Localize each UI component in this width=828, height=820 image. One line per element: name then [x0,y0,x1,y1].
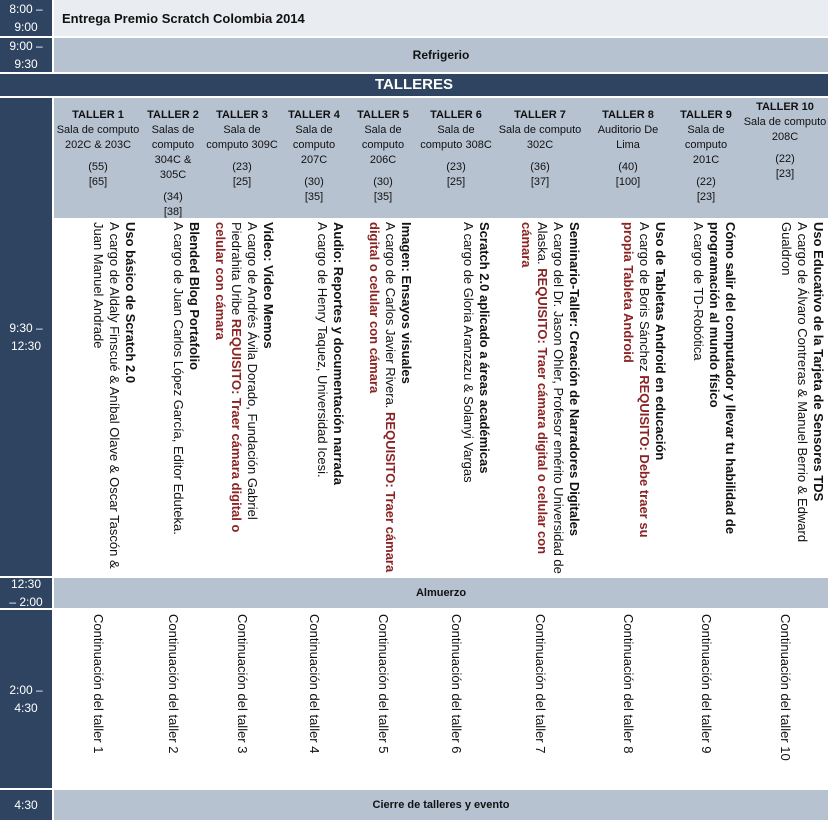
taller-content [206,222,278,574]
taller-presenter: A cargo de Aldaly Finscué & Aníbal Olave & Oscar Tascón & Juan Manuel Andrade [91,222,122,569]
taller-title: Audio: Reportes y documentación narrada [331,222,346,485]
taller-count-a: (23) [446,161,466,173]
taller-header [280,108,348,205]
continuation-label: Continuación del taller 8 [621,614,636,754]
taller-name: TALLER 7 [514,109,566,121]
taller-continuation [672,614,740,786]
taller-room: Sala de computo 206C [361,124,405,166]
taller-count-a: (22) [696,176,716,188]
continuation-label: Continuación del taller 5 [376,614,391,754]
row-cierre [54,790,828,820]
taller-count-a: (36) [530,161,550,173]
taller-header [142,108,204,220]
taller-count-a: (30) [373,176,393,188]
taller-presenter: A cargo de Gloria Aranzazu & Solanyi Vargas [461,222,476,483]
taller-count-a: (30) [304,176,324,188]
refrigerio-label: Refrigerio [412,48,470,62]
taller-presenter: A cargo de Álvaro Contreras & Manuel Berrio & Edward Gualdron [779,222,810,543]
continuation-label: Continuación del taller 6 [449,614,464,754]
taller-header [418,108,494,190]
time-label: 4:30 [14,798,38,812]
taller-room: Sala de computo 201C [684,124,728,166]
taller-name: TALLER 4 [288,109,340,121]
taller-count-a: (34) [163,191,183,203]
talleres-title: TALLERES [374,76,454,93]
taller-count-a: (23) [232,161,252,173]
taller-header [586,108,670,190]
time-1230-2 [0,578,52,608]
time-label: 9:00 – 9:30 [9,39,43,71]
taller-continuation [56,614,140,786]
row-refrigerio [54,38,828,72]
taller-content [56,222,140,574]
taller-count-b: [35] [304,191,324,203]
row-entrega [54,0,828,36]
taller-count-b: [65] [88,176,108,188]
taller-title: Uso de Tabletas Android en educación [653,222,668,461]
talleres-header [0,74,828,96]
taller-title: Seminario-Taller: Creación de Narradores Digitales [567,222,582,537]
taller-requirement: REQUISITO: Debe traer su propia Tableta Android [621,222,652,538]
taller-continuation [418,614,494,786]
almuerzo-label: Almuerzo [415,587,467,599]
taller-room: Sala de computo 302C [498,124,582,151]
taller-count-b: [100] [615,176,641,188]
taller-count-b: [38] [163,206,183,218]
taller-continuation [142,614,204,786]
taller-count-a: (40) [618,161,638,173]
taller-presenter: A cargo de Juan Carlos López García, Editor Eduteka. [171,222,186,535]
time-9-930 [0,38,52,72]
taller-presenter: A cargo de Henry Taquez, Universidad Icesi. [315,222,330,478]
continuation-label: Continuación del taller 7 [533,614,548,754]
taller-name: TALLER 6 [430,109,482,121]
taller-continuation [742,614,828,786]
taller-presenter: A cargo de TD-Robótica [691,222,706,361]
cierre-label: Cierre de talleres y evento [372,799,510,811]
taller-content [418,222,494,574]
taller-continuation [496,614,584,786]
taller-header [350,108,416,205]
taller-header [742,100,828,182]
taller-count-b: [25] [446,176,466,188]
continuation-label: Continuación del taller 1 [91,614,106,754]
taller-title: Blended Blog Portafolio [187,222,202,371]
taller-room: Sala de computo 207C [292,124,336,166]
time-930-1230 [0,98,52,576]
taller-count-b: [37] [530,176,550,188]
taller-header [56,108,140,190]
taller-presenter: A cargo de Carlos Javier Rivera. [383,222,398,409]
taller-content [742,222,828,574]
taller-room: Sala de computo 208C [743,116,827,143]
taller-room: Sala de computo 309C [206,124,278,151]
taller-name: TALLER 10 [756,101,814,113]
taller-content [350,222,416,574]
taller-header [496,108,584,190]
time-2-430 [0,610,52,788]
taller-room: Salas de computo 304C & 305C [151,124,195,181]
continuation-label: Continuación del taller 4 [307,614,322,754]
taller-presenter: A cargo de Boris Sánchez [637,222,652,372]
taller-requirement: REQUISITO: Traer cámara digital o celular con cámara [519,222,550,555]
taller-name: TALLER 1 [72,109,124,121]
taller-count-a: (22) [775,153,795,165]
continuation-label: Continuación del taller 2 [166,614,181,754]
taller-title: Scratch 2.0 aplicado a áreas académicas [477,222,492,474]
time-430 [0,790,52,820]
time-label: 8:00 – 9:00 [9,2,43,34]
taller-presenter: A cargo del Dr. Jason Ohler, Profesor emérito Universidad de Alaska. [535,222,566,574]
taller-name: TALLER 3 [216,109,268,121]
taller-content [142,222,204,574]
time-label: 2:00 – 4:30 [9,683,43,715]
time-label: 12:30 – 2:00 [9,577,43,609]
taller-title: Cómo salir del computador y llevar tu habilidad de programación al mundo físico [707,222,738,535]
taller-name: TALLER 2 [147,109,199,121]
taller-continuation [280,614,348,786]
taller-continuation [586,614,670,786]
taller-title: Uso básico de Scratch 2.0 [123,222,138,384]
continuation-label: Continuación del taller 3 [235,614,250,754]
taller-requirement: REQUISITO: Traer cámara digital o celular con cámara [213,222,244,533]
taller-continuation [350,614,416,786]
entrega-label: Entrega Premio Scratch Colombia 2014 [62,11,305,26]
taller-content [586,222,670,574]
row-almuerzo [54,578,828,608]
taller-count-b: [25] [232,176,252,188]
taller-name: TALLER 9 [680,109,732,121]
taller-content [280,222,348,574]
taller-room: Sala de computo 308C [420,124,492,151]
taller-name: TALLER 5 [357,109,409,121]
taller-room: Auditorio De Lima [597,124,659,151]
taller-presenter: A cargo de Andrés Ávila Dorado, Fundación Gabriel Piedrahita Uribe [229,222,260,520]
taller-room: Sala de computo 202C & 203C [56,124,140,151]
time-label: 9:30 – 12:30 [9,321,43,353]
taller-content [672,222,740,574]
time-8-9 [0,0,52,36]
taller-count-b: [23] [696,191,716,203]
taller-title: Uso Educativo de la Tarjeta de Sensores TDS [811,222,826,502]
continuation-label: Continuación del taller 9 [699,614,714,754]
taller-count-b: [35] [373,191,393,203]
taller-header [206,108,278,190]
taller-count-a: (55) [88,161,108,173]
continuation-label: Continuación del taller 10 [778,614,793,761]
taller-title: Imagen: Ensayos visuales [399,222,414,384]
taller-header [672,108,740,205]
taller-content [496,222,584,574]
taller-name: TALLER 8 [602,109,654,121]
taller-title: Video: Video Memos [261,222,276,349]
taller-continuation [206,614,278,786]
taller-count-b: [23] [775,168,795,180]
taller-requirement: REQUISITO: Traer cámara digital o celular con cámara [367,222,398,573]
